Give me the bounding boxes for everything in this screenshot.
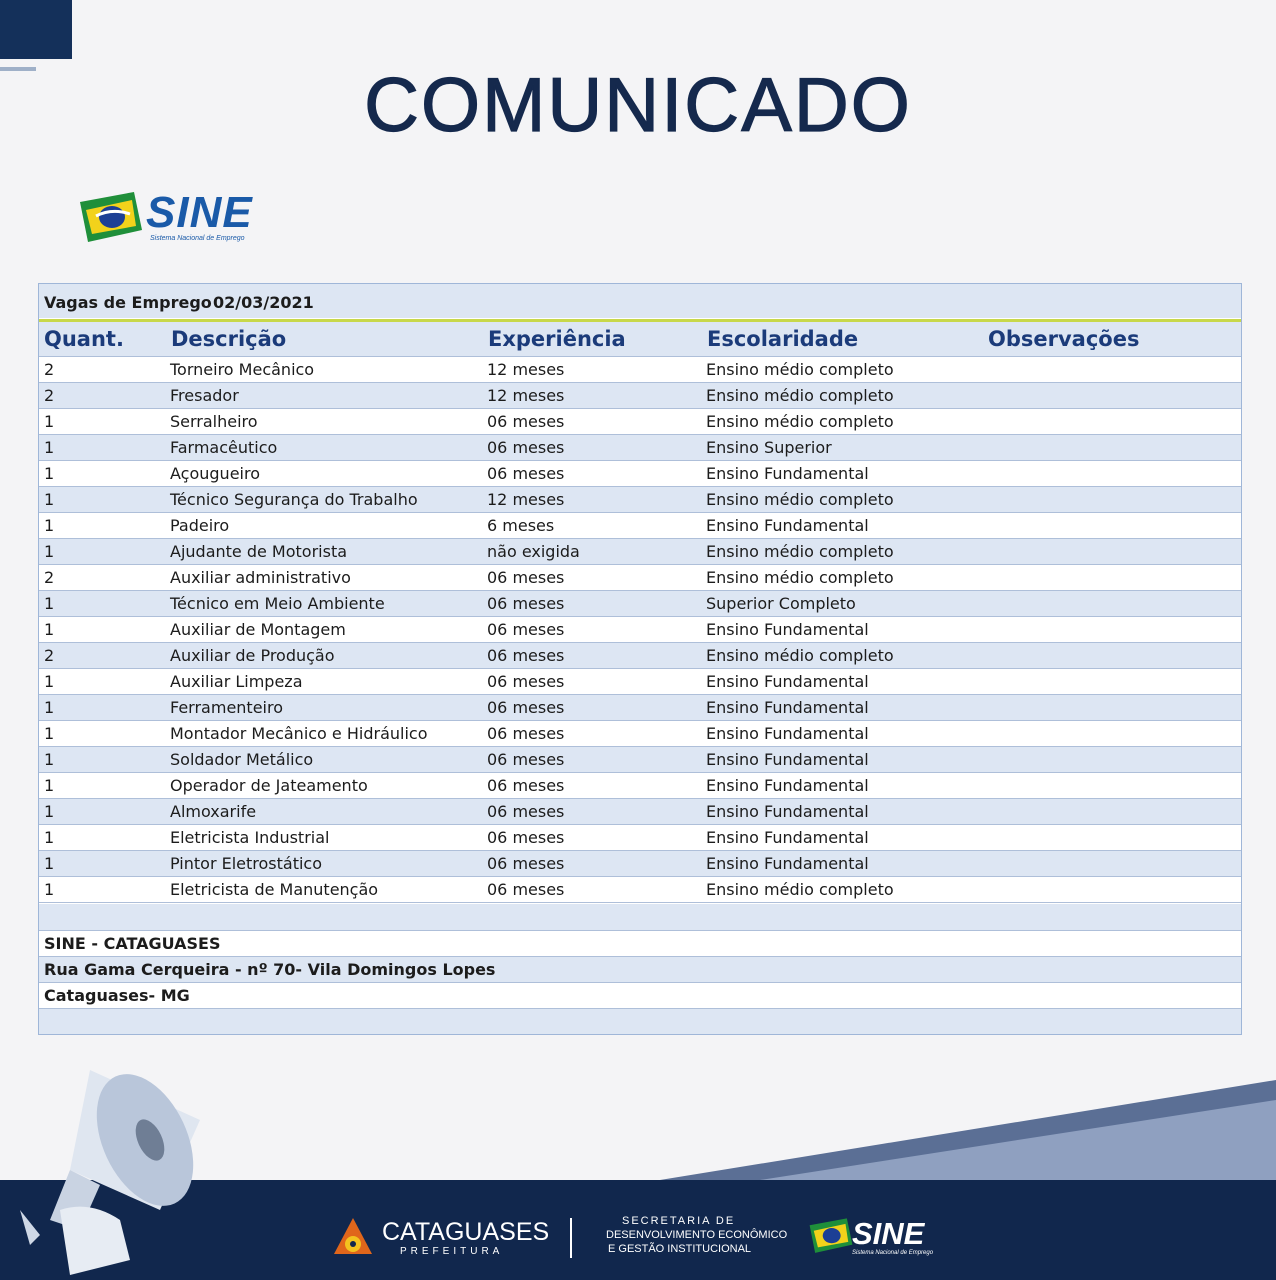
table-cell: 06 meses bbox=[487, 724, 565, 743]
col-quant: Quant. bbox=[44, 327, 124, 351]
table-cell: 1 bbox=[44, 828, 55, 847]
table-cell: 6 meses bbox=[487, 516, 555, 535]
table-row bbox=[39, 825, 1241, 851]
table-row bbox=[39, 721, 1241, 747]
table-cell: 06 meses bbox=[487, 438, 565, 457]
table-cell: 06 meses bbox=[487, 672, 565, 691]
table-cell: Farmacêutico bbox=[170, 438, 278, 457]
spacer-row-bottom bbox=[39, 1009, 1241, 1034]
table-cell: Ensino Fundamental bbox=[706, 620, 869, 639]
table-cell: 1 bbox=[44, 464, 55, 483]
address-line-1: SINE - CATAGUASES bbox=[44, 934, 221, 953]
table-cell: 12 meses bbox=[487, 360, 565, 379]
table-cell: Ensino Fundamental bbox=[706, 672, 869, 691]
col-observacoes: Observações bbox=[988, 327, 1140, 351]
table-row bbox=[39, 461, 1241, 487]
footer-sine-flag-icon bbox=[806, 1217, 856, 1257]
table-row bbox=[39, 747, 1241, 773]
table-cell: 1 bbox=[44, 490, 55, 509]
table-cell: 1 bbox=[44, 672, 55, 691]
table-cell: 1 bbox=[44, 516, 55, 535]
table-cell: Ensino médio completo bbox=[706, 880, 894, 899]
sine-logo-word: SINE bbox=[146, 188, 253, 237]
table-cell: 1 bbox=[44, 438, 55, 457]
footer-sec-line3: E GESTÃO INSTITUCIONAL bbox=[608, 1243, 752, 1255]
table-cell: 06 meses bbox=[487, 802, 565, 821]
table-cell: Auxiliar administrativo bbox=[170, 568, 351, 587]
cataguases-emblem-icon bbox=[332, 1216, 374, 1258]
spacer-row bbox=[39, 904, 1241, 931]
table-cell: Torneiro Mecânico bbox=[170, 360, 315, 379]
table-cell: 06 meses bbox=[487, 698, 565, 717]
table-row bbox=[39, 357, 1241, 383]
table-cell: Soldador Metálico bbox=[170, 750, 314, 769]
heading-label: Vagas de Emprego bbox=[44, 293, 212, 312]
table-cell: Ensino médio completo bbox=[706, 646, 894, 665]
address-row-2 bbox=[39, 957, 1241, 983]
table-row bbox=[39, 851, 1241, 877]
table-cell: 2 bbox=[44, 360, 55, 379]
table-cell: 2 bbox=[44, 386, 55, 405]
footer-city-sub: PREFEITURA bbox=[400, 1246, 504, 1257]
table-cell: 2 bbox=[44, 646, 55, 665]
table-heading-row bbox=[39, 284, 1241, 318]
table-cell: 12 meses bbox=[487, 490, 565, 509]
table-cell: 06 meses bbox=[487, 620, 565, 639]
table-cell: Pintor Eletrostático bbox=[170, 854, 323, 873]
table-cell: Ensino médio completo bbox=[706, 490, 894, 509]
table-cell: Ensino médio completo bbox=[706, 386, 894, 405]
table-cell: 06 meses bbox=[487, 646, 565, 665]
table-cell: 06 meses bbox=[487, 464, 565, 483]
footer-sec-line1: SECRETARIA DE bbox=[622, 1215, 736, 1227]
footer-sec-line2: DESENVOLVIMENTO ECONÔMICO bbox=[606, 1229, 788, 1241]
table-cell: 06 meses bbox=[487, 828, 565, 847]
table-cell: Fresador bbox=[170, 386, 239, 405]
table-cell: Ensino médio completo bbox=[706, 360, 894, 379]
table-cell: Ensino Fundamental bbox=[706, 464, 869, 483]
footer-sine-sub: Sistema Nacional de Emprego bbox=[852, 1250, 934, 1256]
table-cell: Técnico Segurança do Trabalho bbox=[170, 490, 418, 509]
table-cell: Ensino Fundamental bbox=[706, 776, 869, 795]
table-cell: 1 bbox=[44, 750, 55, 769]
column-header-row bbox=[39, 322, 1241, 357]
table-row bbox=[39, 513, 1241, 539]
table-row bbox=[39, 773, 1241, 799]
table-cell: Ensino Fundamental bbox=[706, 802, 869, 821]
job-table bbox=[38, 283, 1242, 1035]
table-row bbox=[39, 591, 1241, 617]
col-escolaridade: Escolaridade bbox=[707, 327, 859, 351]
address-line-3: Cataguases- MG bbox=[44, 986, 190, 1005]
footer-sine-word: SINE bbox=[852, 1216, 925, 1251]
heading-date: 02/03/2021 bbox=[213, 293, 314, 312]
table-cell: Serralheiro bbox=[170, 412, 258, 431]
table-cell: 1 bbox=[44, 412, 55, 431]
table-cell: Ensino médio completo bbox=[706, 412, 894, 431]
table-row bbox=[39, 669, 1241, 695]
table-cell: 1 bbox=[44, 620, 55, 639]
sine-flag-icon bbox=[76, 190, 146, 248]
table-cell: 2 bbox=[44, 568, 55, 587]
address-row-1 bbox=[39, 931, 1241, 957]
table-row bbox=[39, 695, 1241, 721]
table-cell: Almoxarife bbox=[170, 802, 257, 821]
table-cell: Padeiro bbox=[170, 516, 230, 535]
table-cell: Ensino Fundamental bbox=[706, 828, 869, 847]
table-cell: 06 meses bbox=[487, 854, 565, 873]
table-row bbox=[39, 565, 1241, 591]
table-cell: 06 meses bbox=[487, 776, 565, 795]
table-cell: Ensino Fundamental bbox=[706, 724, 869, 743]
table-cell: Eletricista Industrial bbox=[170, 828, 330, 847]
col-descricao: Descrição bbox=[171, 327, 287, 351]
table-cell: Ensino médio completo bbox=[706, 542, 894, 561]
table-cell: Açougueiro bbox=[170, 464, 260, 483]
table-row bbox=[39, 435, 1241, 461]
table-row bbox=[39, 383, 1241, 409]
table-cell: Ensino Superior bbox=[706, 438, 832, 457]
table-cell: Técnico em Meio Ambiente bbox=[170, 594, 385, 613]
table-cell: 06 meses bbox=[487, 568, 565, 587]
table-cell: 06 meses bbox=[487, 594, 565, 613]
table-cell: 06 meses bbox=[487, 412, 565, 431]
table-cell: Auxiliar de Montagem bbox=[170, 620, 346, 639]
table-cell: Ensino Fundamental bbox=[706, 854, 869, 873]
table-row bbox=[39, 487, 1241, 513]
col-experiencia: Experiência bbox=[488, 327, 626, 351]
table-row bbox=[39, 799, 1241, 825]
table-cell: 12 meses bbox=[487, 386, 565, 405]
table-row bbox=[39, 617, 1241, 643]
footer-divider bbox=[570, 1218, 572, 1258]
table-cell: 1 bbox=[44, 698, 55, 717]
table-cell: Montador Mecânico e Hidráulico bbox=[170, 724, 428, 743]
table-cell: não exigida bbox=[487, 542, 580, 561]
table-row bbox=[39, 877, 1241, 903]
table-cell: 1 bbox=[44, 854, 55, 873]
table-cell: Ensino médio completo bbox=[706, 568, 894, 587]
table-cell: Superior Completo bbox=[706, 594, 856, 613]
table-row bbox=[39, 539, 1241, 565]
table-cell: 1 bbox=[44, 594, 55, 613]
footer-city-name: CATAGUASES bbox=[382, 1218, 550, 1246]
table-cell: 06 meses bbox=[487, 750, 565, 769]
table-cell: 1 bbox=[44, 776, 55, 795]
table-cell: Ferramenteiro bbox=[170, 698, 283, 717]
address-line-2: Rua Gama Cerqueira - nº 70- Vila Domingos Lopes bbox=[44, 960, 496, 979]
table-cell: 1 bbox=[44, 802, 55, 821]
page-title: COMUNICADO bbox=[364, 63, 912, 148]
table-cell: Auxiliar Limpeza bbox=[170, 672, 303, 691]
table-cell: 1 bbox=[44, 724, 55, 743]
table-cell: 1 bbox=[44, 880, 55, 899]
address-row-3 bbox=[39, 983, 1241, 1009]
table-row bbox=[39, 643, 1241, 669]
table-cell: Operador de Jateamento bbox=[170, 776, 368, 795]
table-cell: Eletricista de Manutenção bbox=[170, 880, 379, 899]
table-cell: Ensino Fundamental bbox=[706, 750, 869, 769]
table-cell: 06 meses bbox=[487, 880, 565, 899]
table-cell: Ensino Fundamental bbox=[706, 698, 869, 717]
sine-logo-subtitle: Sistema Nacional de Emprego bbox=[150, 235, 245, 242]
table-cell: 1 bbox=[44, 542, 55, 561]
corner-block bbox=[0, 0, 72, 59]
table-row bbox=[39, 409, 1241, 435]
table-cell: Auxiliar de Produção bbox=[170, 646, 335, 665]
table-cell: Ensino Fundamental bbox=[706, 516, 869, 535]
table-cell: Ajudante de Motorista bbox=[170, 542, 348, 561]
megaphone-icon bbox=[10, 1060, 240, 1280]
